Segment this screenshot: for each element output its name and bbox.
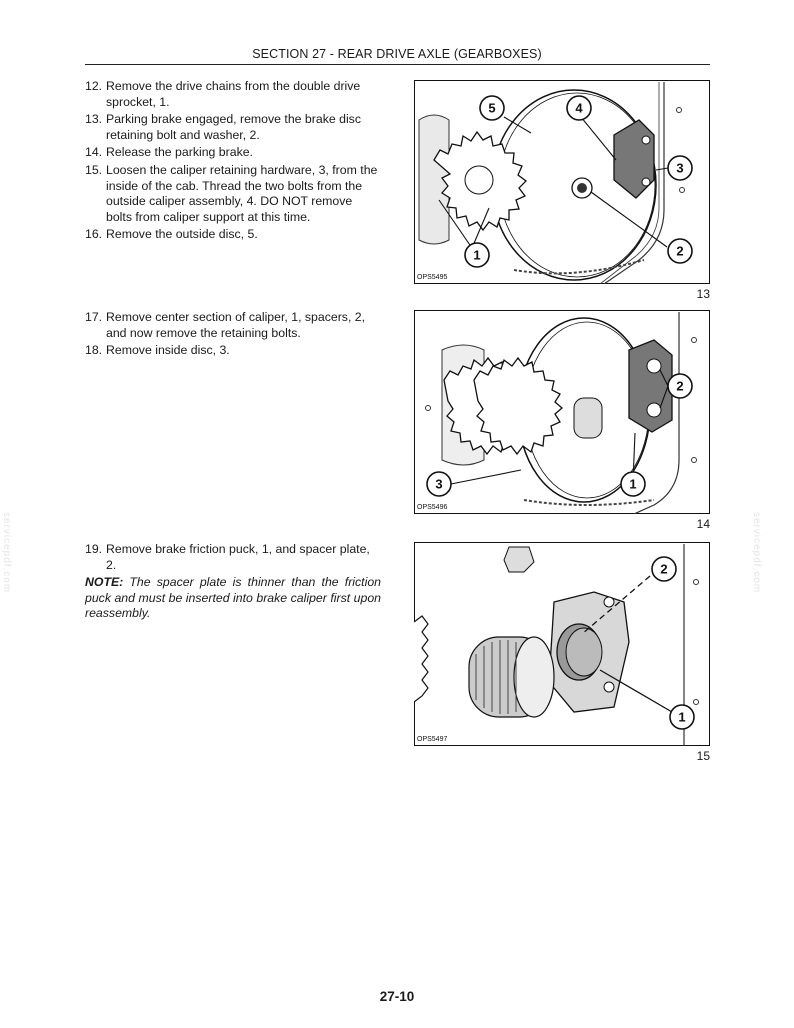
step-text: Loosen the caliper retaining hardware, 3, from the inside of the cab. Thread the two bolts from the outside caliper assembly, 4. DO NOT remove bolts from caliper support at this time. — [106, 162, 378, 224]
step-item — [85, 163, 381, 225]
watermark-left: servicepdf.com — [1, 512, 12, 594]
note-text: The spacer plate is thinner than the friction puck and must be inserted into brake caliper first upon reassembly. — [85, 575, 381, 621]
steps-group-c — [85, 542, 381, 575]
step-item — [85, 310, 381, 341]
callout-1 — [465, 243, 489, 267]
step-text: Remove inside disc, 3. — [106, 343, 230, 358]
svg-text:2: 2 — [676, 378, 684, 394]
step-number: 13. — [85, 112, 103, 127]
callout-3 — [427, 472, 451, 496]
step-number: 12. — [85, 79, 103, 93]
step-number: 14. — [85, 145, 103, 160]
watermark-right: servicepdf.com — [751, 512, 762, 594]
svg-text:5: 5 — [488, 100, 496, 116]
figure-15-illustration — [414, 542, 710, 746]
steps-group-a — [85, 79, 381, 245]
step-item — [85, 542, 381, 573]
figure-number: 15 — [696, 749, 710, 763]
step-text: Remove center section of caliper, 1, spacers, 2, and now remove the retaining bolts. — [106, 310, 366, 340]
figure-14 — [414, 310, 710, 514]
figure-15 — [414, 542, 710, 746]
figure-code: OPS5497 — [417, 736, 448, 743]
figure-number: 13 — [696, 287, 710, 301]
figure-number: 14 — [696, 517, 710, 531]
svg-text:3: 3 — [676, 160, 684, 176]
step-text: Remove the drive chains from the double drive sprocket, 1. — [106, 79, 361, 109]
step-item — [85, 79, 381, 110]
step-text: Remove the outside disc, 5. — [106, 227, 258, 242]
svg-text:1: 1 — [473, 247, 481, 263]
callout-2 — [668, 239, 692, 263]
figure-code: OPS5496 — [417, 504, 448, 511]
svg-text:4: 4 — [575, 100, 583, 116]
callout-1 — [621, 472, 645, 496]
callout-1 — [670, 705, 694, 729]
step-item — [85, 227, 381, 243]
step-number: 15. — [85, 162, 103, 177]
step-number: 18. — [85, 343, 103, 358]
step-item — [85, 112, 381, 143]
svg-text:3: 3 — [435, 476, 443, 492]
figure-code: OPS5495 — [417, 274, 448, 281]
step-item — [85, 145, 381, 161]
svg-text:2: 2 — [660, 561, 668, 577]
svg-text:1: 1 — [629, 476, 637, 492]
callout-5 — [480, 96, 504, 120]
step-text: Parking brake engaged, remove the brake disc retaining bolt and washer, 2. — [106, 112, 361, 142]
step-text: Remove brake friction puck, 1, and spacer plate, 2. — [106, 542, 370, 572]
step-number: 16. — [85, 227, 103, 242]
callout-2 — [652, 557, 676, 581]
svg-text:1: 1 — [678, 709, 686, 725]
step-number: 17. — [85, 310, 103, 324]
figure-13-illustration — [414, 80, 710, 284]
note-label: NOTE: — [85, 575, 124, 589]
step-number: 19. — [85, 542, 103, 556]
note-paragraph — [85, 575, 381, 622]
step-item — [85, 343, 381, 359]
step-text: Release the parking brake. — [106, 145, 253, 160]
callout-4 — [567, 96, 591, 120]
header-rule — [85, 64, 710, 65]
svg-text:2: 2 — [676, 243, 684, 259]
steps-group-b — [85, 310, 381, 361]
callout-2 — [668, 374, 692, 398]
figure-14-illustration — [414, 310, 710, 514]
section-header: SECTION 27 - REAR DRIVE AXLE (GEARBOXES) — [252, 47, 542, 61]
page-number: 27-10 — [379, 989, 415, 1004]
callout-3 — [668, 156, 692, 180]
figure-13 — [414, 80, 710, 284]
